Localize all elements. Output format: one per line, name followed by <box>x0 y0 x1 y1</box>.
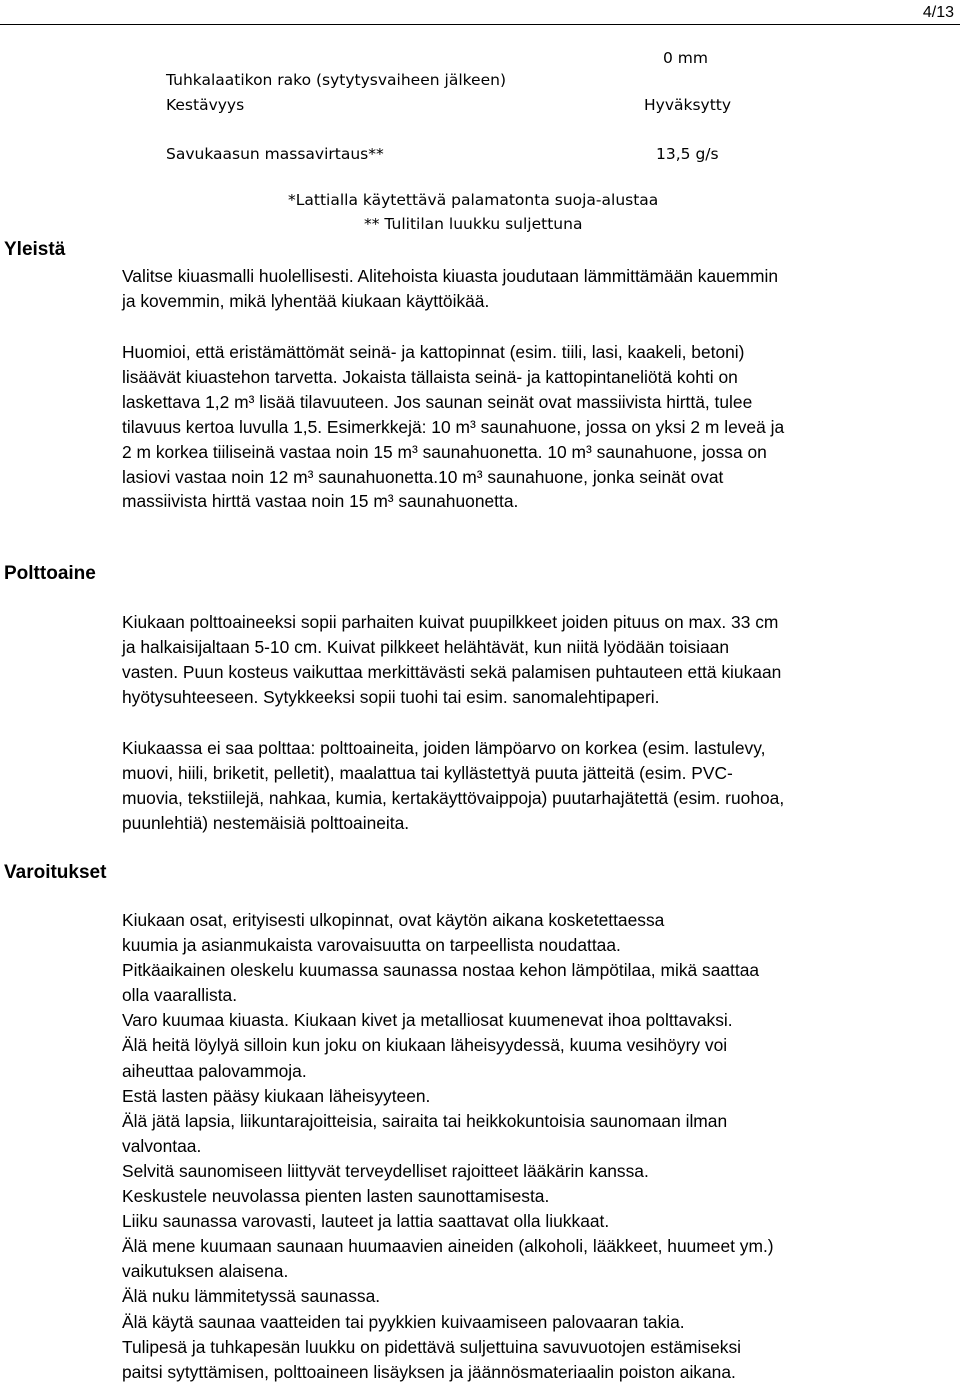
text-line: 2 m korkea tiiliseinä vastaa noin 15 m³ saunahuonetta. 10 m³ saunahuone, jossa on <box>122 441 767 462</box>
text-line: lasiovi vastaa noin 12 m³ saunahuonetta.10 m³ saunahuone, jonka seinät ovat <box>122 466 724 487</box>
warning-line: Älä jätä lapsia, liikuntarajoitteisia, sairaita tai heikkokuntoisia saunomaan ilman <box>122 1110 728 1131</box>
warning-line: Keskustele neuvolassa pienten lasten saunottamisesta. <box>122 1186 550 1207</box>
section-heading-warnings: Varoitukset <box>4 862 107 883</box>
warning-line: Pitkäaikainen oleskelu kuumassa saunassa nostaa kehon lämpötilaa, mikä saattaa <box>122 960 760 981</box>
warnings-list <box>122 908 958 1385</box>
text-line: muovia, tekstiilejä, nahkaa, kumia, kertakäyttövaippoja) puutarhajätettä (esim. ruohoa, <box>122 787 785 808</box>
warning-line: Varo kuumaa kiuasta. Kiukaan kivet ja metalliosat kuumenevat ihoa polttavaksi. <box>122 1010 733 1031</box>
spec-label-ash-gap: Tuhkalaatikon rako (sytytysvaiheen jälkeen) <box>166 71 506 89</box>
text-line: Kiukaan polttoaineeksi sopii parhaiten kuivat puupilkkeet joiden pituus on max. 33 cm <box>122 612 779 632</box>
spec-value-ash-gap: 0 mm <box>663 49 708 67</box>
text-line: Valitse kiuasmalli huolellisesti. Alitehoista kiuasta joudutaan lämmittämään kauemmin <box>122 266 779 286</box>
warning-line: Estä lasten pääsy kiukaan läheisyyteen. <box>122 1085 431 1106</box>
warning-line: Älä nuku lämmitetyssä saunassa. <box>122 1286 381 1307</box>
warning-line: valvontaa. <box>122 1135 202 1156</box>
section-heading-general: Yleistä <box>4 239 66 260</box>
text-line: massiivista hirttä vastaa noin 15 m³ saunahuonetta. <box>122 491 519 512</box>
page-number: 4/13 <box>922 4 954 21</box>
spec-label-durability: Kestävyys <box>166 96 245 114</box>
warning-line: paitsi sytyttämisen, polttoaineen lisäyksen ja jäännösmateriaalin poiston aikana. <box>122 1361 736 1382</box>
text-line: Huomioi, että eristämättömät seinä- ja kattopinnat (esim. tiili, lasi, kaakeli, betoni) <box>122 342 745 362</box>
warning-line: Liiku saunassa varovasti, lauteet ja lattia saattavat olla liukkaat. <box>122 1211 610 1232</box>
header-divider <box>0 24 960 25</box>
general-paragraph-2 <box>122 340 958 514</box>
text-line: ja kovemmin, mikä lyhentää kiukaan käyttöikää. <box>122 290 490 311</box>
text-line: vasten. Puun kosteus vaikuttaa merkittävästi sekä palamisen puhtauteen että kiukaan <box>122 661 782 682</box>
text-line: puunlehtiä) nestemäisiä polttoaineita. <box>122 812 410 833</box>
warning-line: Kiukaan osat, erityisesti ulkopinnat, ovat käytön aikana kosketettaessa <box>122 910 665 930</box>
fuel-paragraph-1 <box>122 610 958 710</box>
warning-line: aiheuttaa palovammoja. <box>122 1060 307 1081</box>
warning-line: Älä käytä saunaa vaatteiden tai pyykkien kuivaamiseen palovaaran takia. <box>122 1311 685 1332</box>
text-line: muovi, hiili, briketit, pelletit), maalattua tai kyllästettyä puuta jätteitä (esim. PVC- <box>122 762 733 783</box>
fuel-paragraph-2 <box>122 736 958 836</box>
text-line: lisäävät kiuastehon tarvetta. Jokaista tällaista seinä- ja kattopintaneliötä kohti on <box>122 366 738 387</box>
text-line: tilavuus kertoa luvulla 1,5. Esimerkkejä: 10 m³ saunahuone, jossa on yksi 2 m leveä ja <box>122 416 785 437</box>
section-heading-fuel: Polttoaine <box>4 563 96 584</box>
warning-line: kuumia ja asianmukaista varovaisuutta on tarpeellista noudattaa. <box>122 935 621 956</box>
spec-label-flue-gas: Savukaasun massavirtaus** <box>166 145 384 163</box>
spec-value-flue-gas: 13,5 g/s <box>656 145 719 163</box>
warning-line: Selvitä saunomiseen liittyvät terveydelliset rajoitteet lääkärin kanssa. <box>122 1160 649 1181</box>
warning-line: Tulipesä ja tuhkapesän luukku on pidettävä suljettuina savuvuotojen estämiseksi <box>122 1336 742 1357</box>
text-line: Kiukaassa ei saa polttaa: polttoaineita, joiden lämpöarvo on korkea (esim. lastulevy, <box>122 738 766 758</box>
warning-line: Älä mene kuumaan saunaan huumaavien aineiden (alkoholi, lääkkeet, huumeet ym.) <box>122 1236 774 1257</box>
text-line: laskettava 1,2 m³ lisää tilavuuteen. Jos saunan seinät ovat massiivista hirttä, tulee <box>122 391 753 412</box>
spec-footnote-1: *Lattialla käytettävä palamatonta suoja-alustaa <box>288 191 659 209</box>
warning-line: olla vaarallista. <box>122 985 238 1006</box>
warning-line: vaikutuksen alaisena. <box>122 1261 289 1282</box>
spec-value-durability: Hyväksytty <box>644 96 732 114</box>
warning-line: Älä heitä löylyä silloin kun joku on kiukaan läheisyydessä, kuuma vesihöyry voi <box>122 1035 728 1056</box>
spec-footnote-2: ** Tulitilan luukku suljettuna <box>364 215 583 233</box>
general-paragraph-1 <box>122 264 958 314</box>
text-line: ja halkaisijaltaan 5-10 cm. Kuivat pilkkeet helähtävät, kun niitä lyödään toisiaan <box>122 636 730 657</box>
text-line: hyötysuhteeseen. Sytykkeeksi sopii tuohi tai esim. sanomalehtipaperi. <box>122 686 660 707</box>
